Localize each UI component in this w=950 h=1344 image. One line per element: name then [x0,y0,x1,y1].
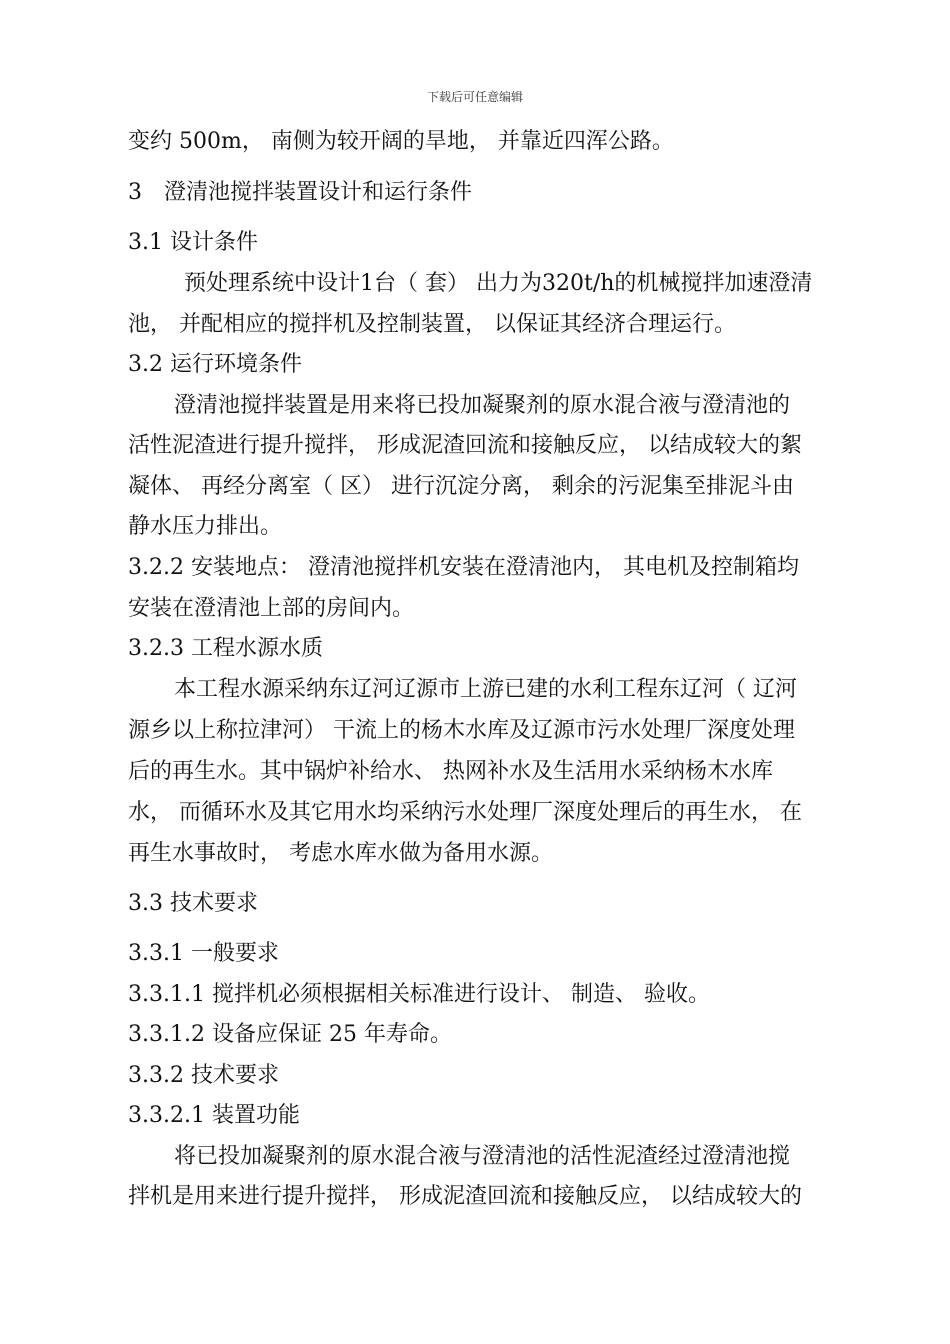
text-line: 拌机是用来进行提升搅拌， 形成泥渣回流和接触反应， 以结成较大的 [128,1184,802,1209]
page-header-note: 下载后可任意编辑 [426,90,523,104]
text-line: 将已投加凝聚剂的原水混合液与澄清池的活性泥渣经过澄清池搅 [174,1144,791,1169]
section-heading: 3.3 技术要求 [128,891,258,916]
subsection-heading: 3.3.1 一般要求 [128,941,279,966]
text-line: 再生水事故时， 考虑水库水做为备用水源。 [128,841,553,866]
text-line: 预处理系统中设计1台（ 套） 出力为320t/h的机械搅拌加速澄清 [184,271,813,296]
text-line: 静水压力排出。 [128,514,283,539]
text-line: 3.2.2 安装地点： 澄清池搅拌机安装在澄清池内， 其电机及控制箱均 [128,555,799,580]
text-line: 澄清池搅拌装置是用来将已投加凝聚剂的原水混合液与澄清池的 [174,393,791,418]
text-line: 3.3.1.2 设备应保证 25 年寿命。 [128,1022,452,1047]
text-line: 水， 而循环水及其它用水均采纳污水处理厂深度处理后的再生水， 在 [128,800,802,825]
text-line: 安装在澄清池上部的房间内。 [128,596,415,621]
text-line: 本工程水源采纳东辽河辽源市上游已建的水利工程东辽河（ 辽河 [174,677,797,702]
text-line: 变约 500m， 南侧为较开阔的旱地， 并靠近四浑公路。 [128,129,674,154]
subsection-heading: 3.3.2.1 装置功能 [128,1103,300,1128]
text-line: 3.3.1.1 搅拌机必须根据相关标准进行设计、 制造、 验收。 [128,982,710,1007]
text-line: 源乡以上称拉津河） 干流上的杨木水库及辽源市污水处理厂深度处理 [128,718,795,743]
subsection-heading: 3.1 设计条件 [128,230,258,255]
text-line: 后的再生水。其中锅炉补给水、 热网补水及生活用水采纳杨木水库 [128,759,773,784]
subsection-heading: 3.2 运行环境条件 [128,352,302,377]
text-line: 活性泥渣进行提升搅拌， 形成泥渣回流和接触反应， 以结成较大的絮 [128,433,802,458]
section-heading: 3 澄清池搅拌装置设计和运行条件 [128,180,472,205]
subsection-heading: 3.3.2 技术要求 [128,1063,279,1088]
subsection-heading: 3.2.3 工程水源水质 [128,636,323,661]
text-line: 凝体、 再经分离室（ 区） 进行沉淀分离， 剩余的污泥集至排泥斗由 [128,474,794,499]
text-line: 池， 并配相应的搅拌机及控制装置， 以保证其经济合理运行。 [128,312,736,337]
